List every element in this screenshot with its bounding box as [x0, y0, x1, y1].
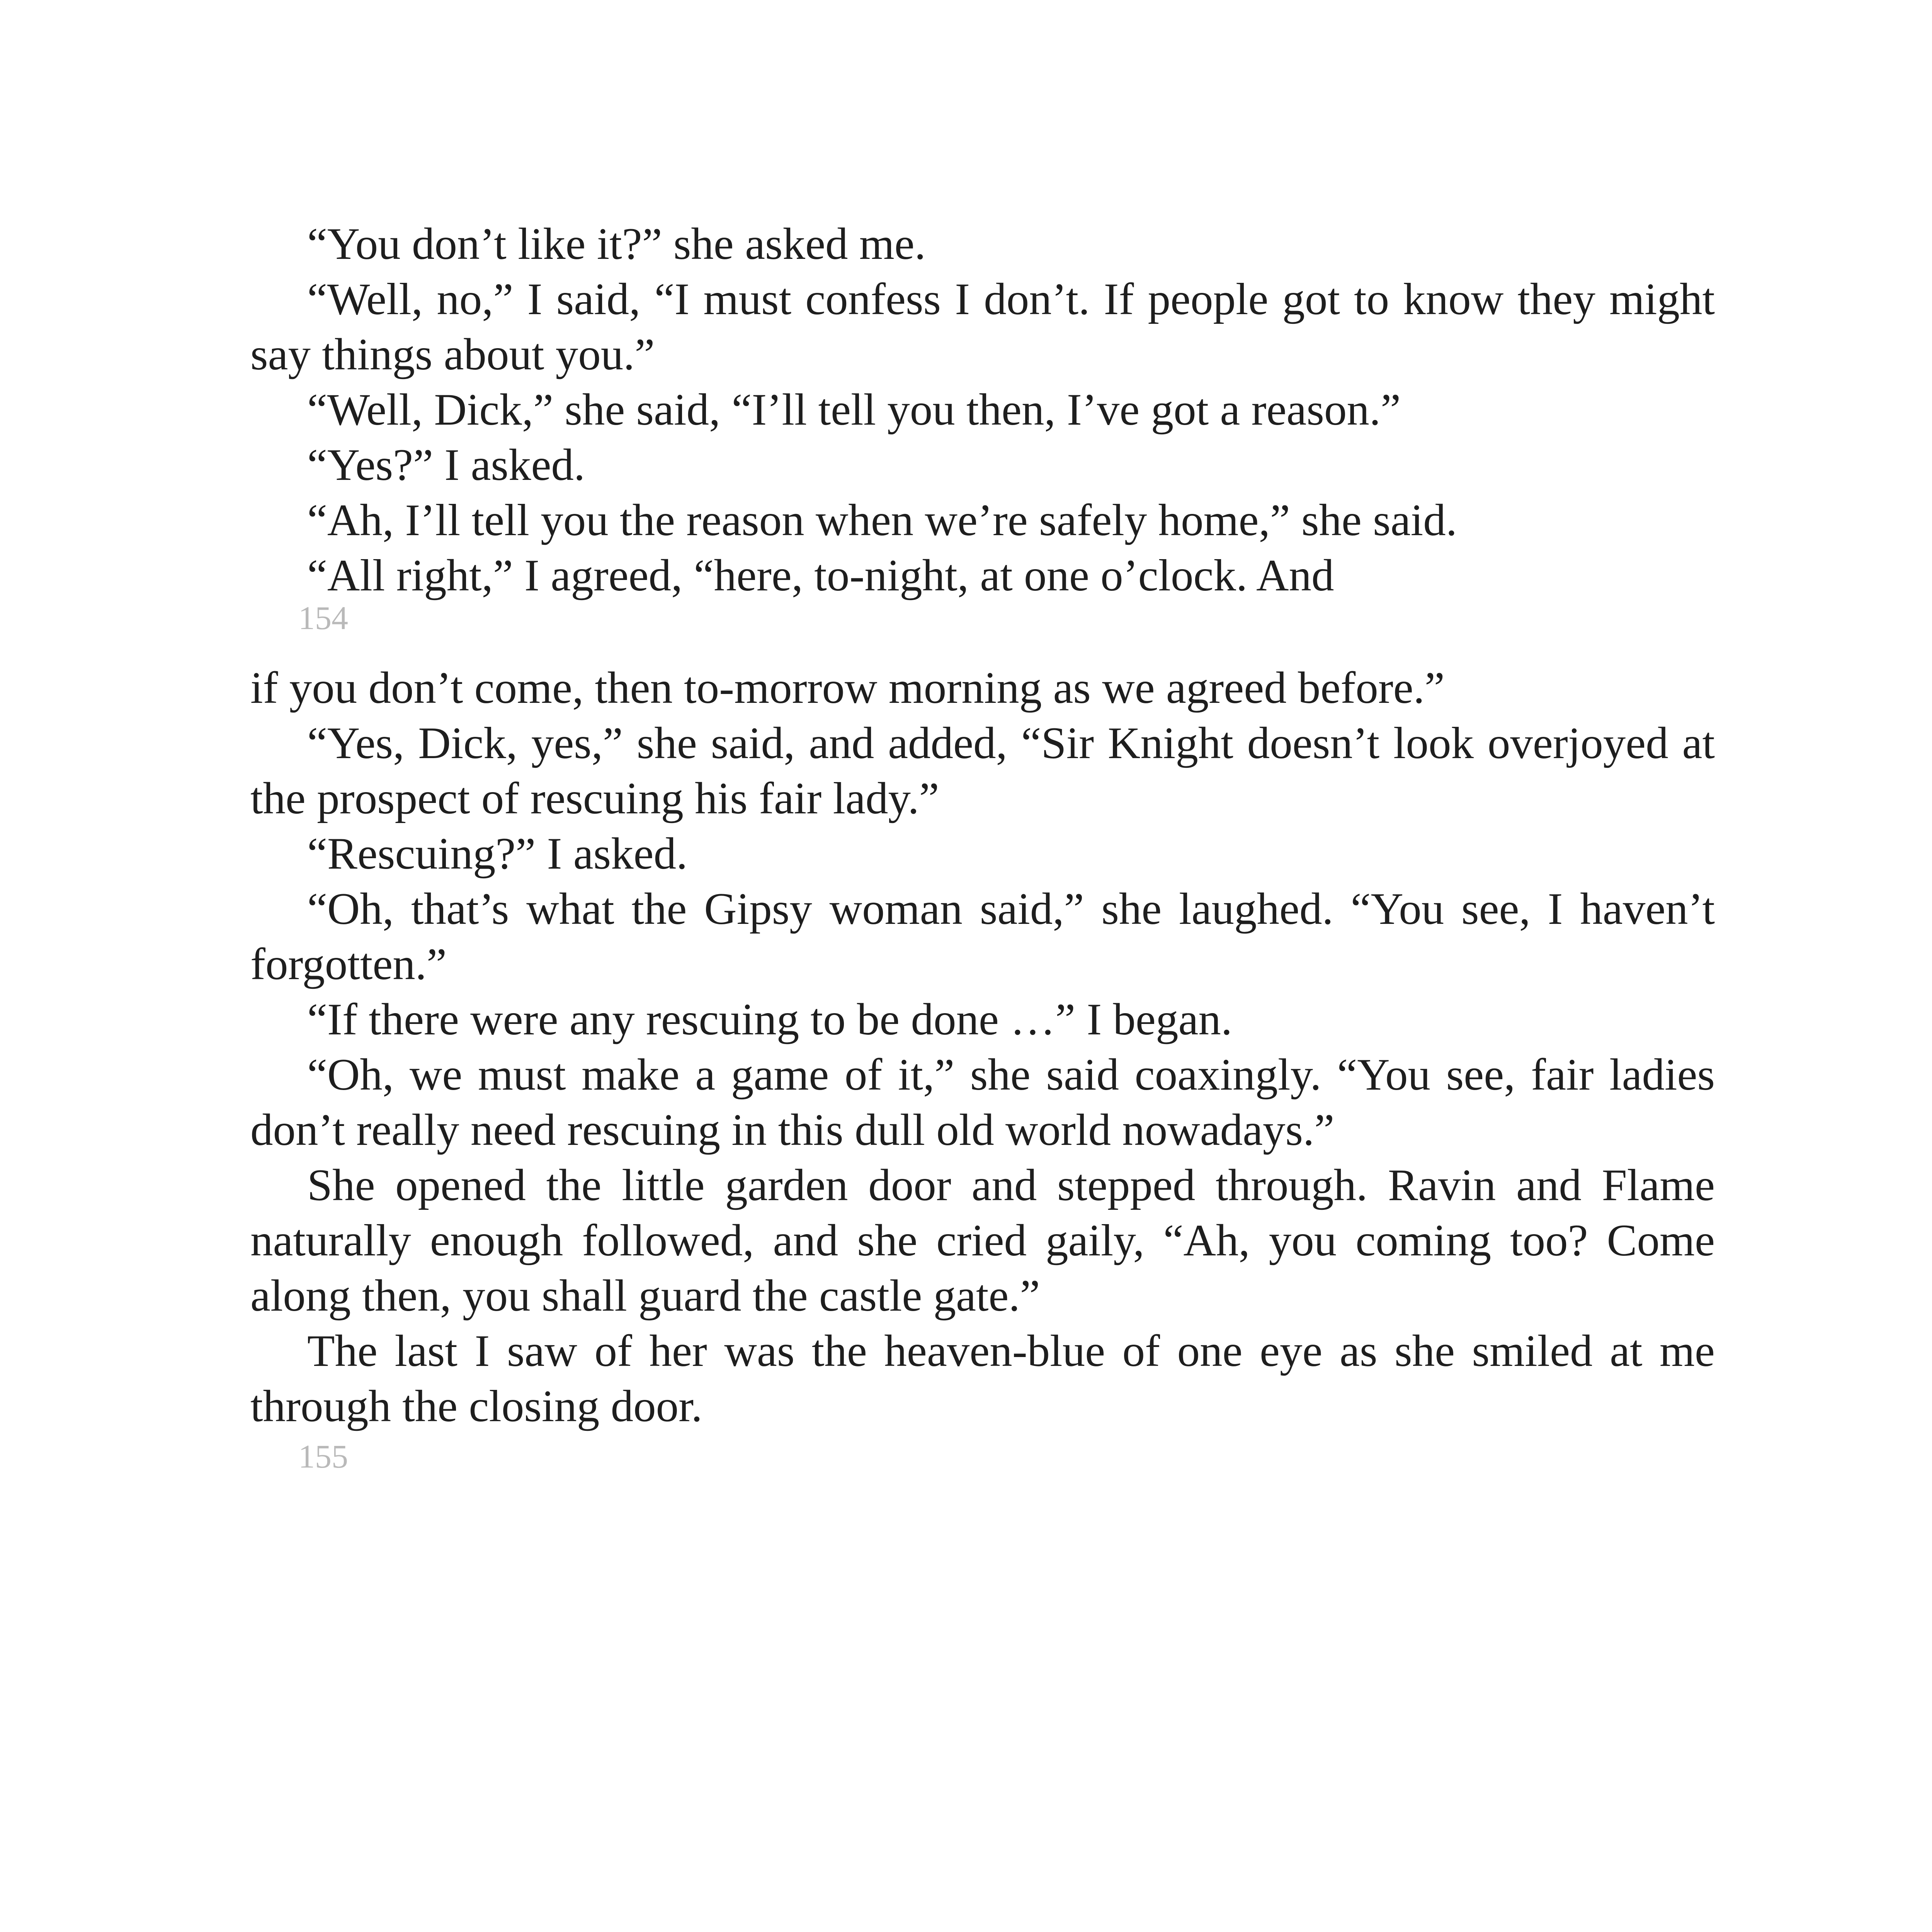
- paragraph: “All right,” I agreed, “here, to-night, at one o’clock. And: [307, 551, 1334, 600]
- paragraph: “Well, no,” I said, “I must confess I don’t. If people got to know they might say things about you.”: [250, 274, 1715, 379]
- paragraph: “Ah, I’ll tell you the reason when we’re safely home,” she said.: [307, 495, 1457, 545]
- paragraph: if you don’t come, then to-morrow morning as we agreed before.”: [250, 663, 1445, 713]
- page-number: 155: [298, 1438, 348, 1475]
- paragraph: “Rescuing?” I asked.: [307, 829, 688, 879]
- paragraph: “Well, Dick,” she said, “I’ll tell you then, I’ve got a reason.”: [307, 385, 1401, 435]
- text-column: [250, 216, 1715, 1491]
- page-number: 154: [298, 599, 348, 636]
- paragraph: She opened the little garden door and stepped through. Ravin and Flame naturally enough followed, and she cried gaily, “Ah, you coming too? Come along then, you shall guard the castle gate.”: [250, 1160, 1715, 1321]
- paragraph: “Oh, that’s what the Gipsy woman said,” she laughed. “You see, I haven’t forgotten.”: [250, 884, 1715, 989]
- paragraph: The last I saw of her was the heaven-blue of one eye as she smiled at me through the closing door.: [250, 1326, 1715, 1431]
- paragraph: “Yes, Dick, yes,” she said, and added, “Sir Knight doesn’t look overjoyed at the prospect of rescuing his fair lady.”: [250, 718, 1715, 823]
- paragraph: “Oh, we must make a game of it,” she said coaxingly. “You see, fair ladies don’t really need rescuing in this dull old world nowadays.”: [250, 1050, 1715, 1155]
- paragraph: “Yes?” I asked.: [307, 440, 585, 490]
- paragraph: “If there were any rescuing to be done …” I began.: [307, 995, 1233, 1044]
- paragraph: “You don’t like it?” she asked me.: [307, 219, 926, 269]
